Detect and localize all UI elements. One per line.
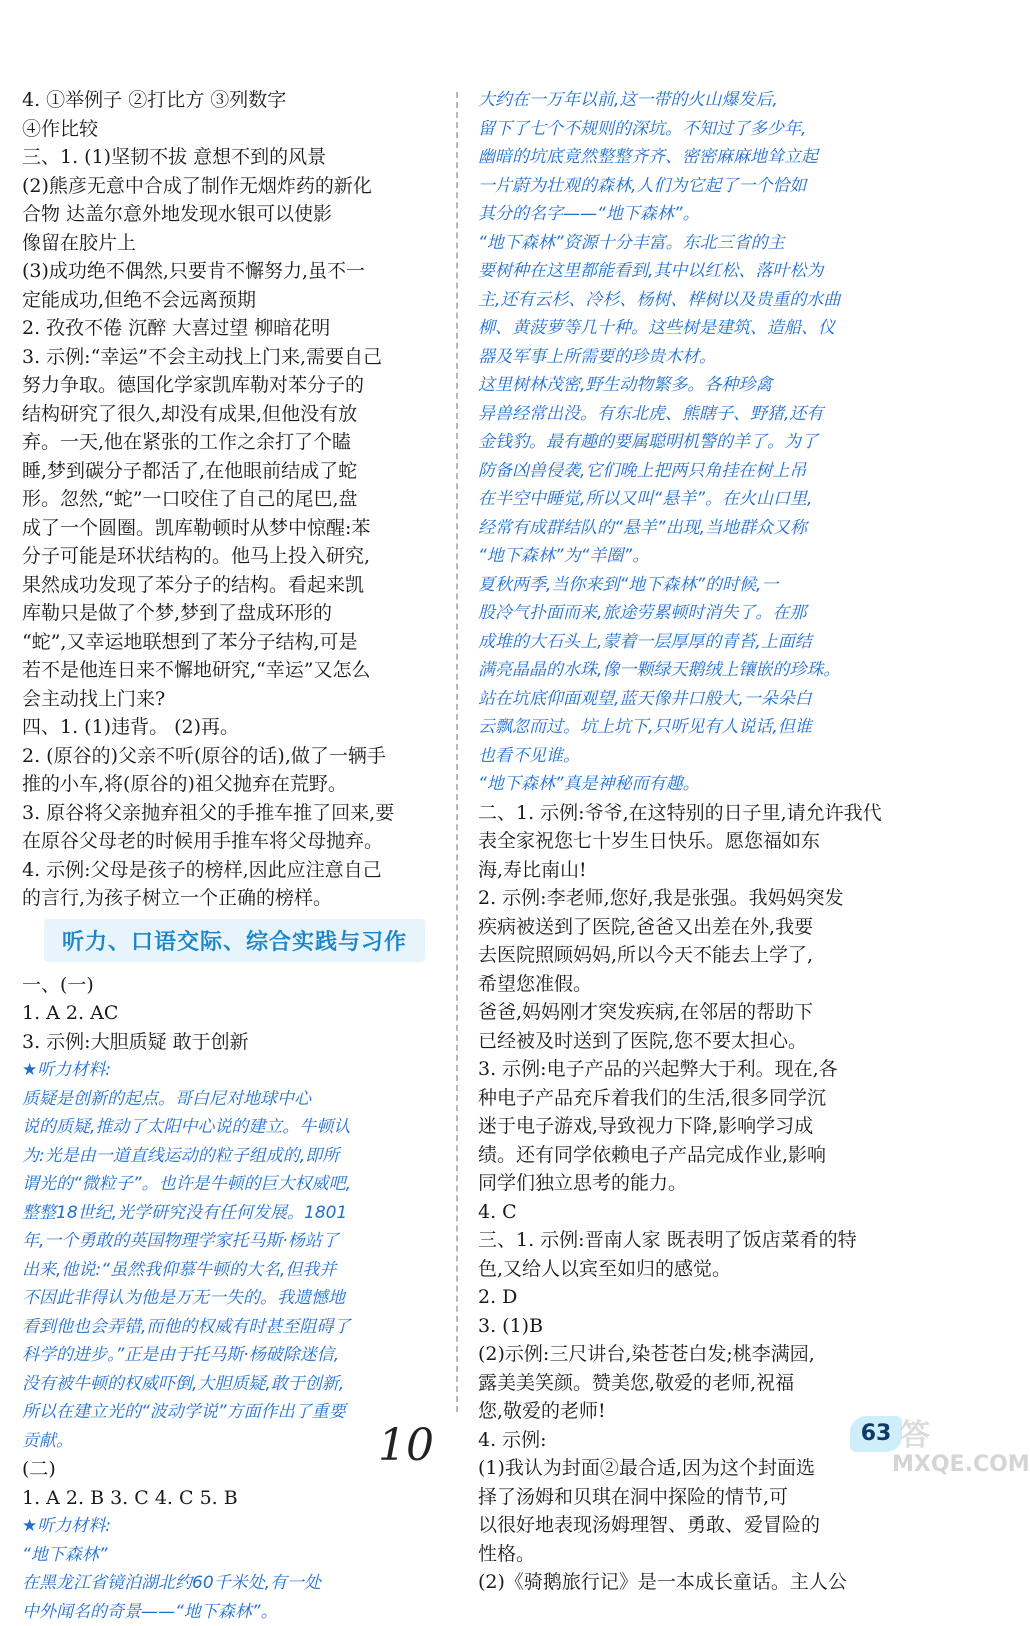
text-line: 满亮晶晶的水珠,像一颗绿天鹅绒上镶嵌的珍珠。 — [478, 656, 978, 685]
text-line: 四、1. (1)违背。 (2)再。 — [22, 713, 447, 742]
text-line: 站在坑底仰面观望,蓝天像井口般大,一朵朵白 — [478, 685, 978, 714]
text-line: 果然成功发现了苯分子的结构。看起来凯 — [22, 571, 447, 600]
text-line: 弃。一天,他在紧张的工作之余打了个瞌 — [22, 428, 447, 457]
text-line: 科学的进步。”正是由于托马斯·杨破除迷信, — [22, 1341, 447, 1370]
text-line: 不因此非得认为他是万无一失的。我遗憾地 — [22, 1284, 447, 1313]
text-line: “地下森林” — [22, 1541, 447, 1570]
text-line: 推的小车,将(原谷的)祖父抛弃在荒野。 — [22, 770, 447, 799]
text-line: 希望您准假。 — [478, 970, 978, 999]
text-line: 已经被及时送到了医院,您不要太担心。 — [478, 1027, 978, 1056]
text-line: “蛇”,又幸运地联想到了苯分子结构,可是 — [22, 628, 447, 657]
text-line: 年,一个勇敢的英国物理学家托马斯·杨站了 — [22, 1227, 447, 1256]
text-line: 2. 孜孜不倦 沉醉 大喜过望 柳暗花明 — [22, 314, 447, 343]
text-line: 迷于电子游戏,导致视力下降,影响学习成 — [478, 1112, 978, 1141]
text-line: 金钱豹。最有趣的要属聪明机警的羊了。为了 — [478, 428, 978, 457]
text-line: 1. A 2. B 3. C 4. C 5. B — [22, 1484, 447, 1513]
text-line: 没有被牛顿的权威吓倒,大胆质疑,敢于创新, — [22, 1370, 447, 1399]
handwritten-page-note: 10 — [378, 1420, 434, 1471]
text-line: 3. 示例:“幸运”不会主动找上门来,需要自己 — [22, 343, 447, 372]
text-line: 4. ①举例子 ②打比方 ③列数字 — [22, 86, 447, 115]
text-line: 4. 示例:父母是孩子的榜样,因此应注意自己 — [22, 856, 447, 885]
text-line: 2. D — [478, 1283, 978, 1312]
text-line: 爸爸,妈妈刚才突发疾病,在邻居的帮助下 — [478, 998, 978, 1027]
text-line: 色,又给人以宾至如归的感觉。 — [478, 1255, 978, 1284]
text-line: 其分的名字——“地下森林”。 — [478, 200, 978, 229]
text-line: 的言行,为孩子树立一个正确的榜样。 — [22, 884, 447, 913]
text-line: 这里树林茂密,野生动物繁多。各种珍禽 — [478, 371, 978, 400]
text-line: 云飘忽而过。坑上坑下,只听见有人说话,但谁 — [478, 713, 978, 742]
watermark-logo — [900, 1408, 996, 1484]
text-line: 柳、黄菠萝等几十种。这些树是建筑、造船、仪 — [478, 314, 978, 343]
text-line: 也看不见谁。 — [478, 742, 978, 771]
text-line: (2)熊彦无意中合成了制作无烟炸药的新化 — [22, 172, 447, 201]
text-line: 成堆的大石头上,蒙着一层厚厚的青苔,上面结 — [478, 628, 978, 657]
text-line: ★听力材料: — [22, 1056, 447, 1085]
text-line: 库勒只是做了个梦,梦到了盘成环形的 — [22, 599, 447, 628]
text-line: 三、1. 示例:晋南人家 既表明了饭店菜肴的特 — [478, 1226, 978, 1255]
text-line: 4. C — [478, 1198, 978, 1227]
section-title — [22, 919, 447, 963]
text-line: 防备凶兽侵袭,它们晚上把两只角挂在树上吊 — [478, 457, 978, 486]
text-line: 异兽经常出没。有东北虎、熊瞎子、野猪,还有 — [478, 400, 978, 429]
text-line: 留下了七个不规则的深坑。不知过了多少年, — [478, 115, 978, 144]
column-divider — [456, 92, 458, 1412]
text-line: 出来,他说:“虽然我仰慕牛顿的大名,但我并 — [22, 1256, 447, 1285]
text-line: ④作比较 — [22, 115, 447, 144]
text-line: 贡献。 — [22, 1427, 447, 1456]
text-line: 大约在一万年以前,这一带的火山爆发后, — [478, 86, 978, 115]
text-line: 在黑龙江省镜泊湖北约60千米处,有一处 — [22, 1569, 447, 1598]
text-line: 种电子产品充斥着我们的生活,很多同学沉 — [478, 1084, 978, 1113]
text-line: “地下森林”为“羊圈”。 — [478, 542, 978, 571]
page-number: 63 — [850, 1416, 902, 1452]
text-line: 表全家祝您七十岁生日快乐。愿您福如东 — [478, 827, 978, 856]
text-line: 一、(一) — [22, 971, 447, 1000]
text-line: (2)示例:三尺讲台,染苍苍白发;桃李满园, — [478, 1340, 978, 1369]
text-line: 分子可能是环状结构的。他马上投入研究, — [22, 542, 447, 571]
text-line: 3. 示例:大胆质疑 敢于创新 — [22, 1028, 447, 1057]
text-line: 以很好地表现汤姆理智、勇敢、爱冒险的 — [478, 1511, 978, 1540]
text-line: 看到他也会弄错,而他的权威有时甚至阻碍了 — [22, 1313, 447, 1342]
text-line: 3. 原谷将父亲抛弃祖父的手推车推了回来,要 — [22, 799, 447, 828]
text-line: 3. (1)B — [478, 1312, 978, 1341]
watermark-text: MXQE.COM — [892, 1452, 1030, 1477]
text-line: 幽暗的坑底竟然整整齐齐、密密麻麻地耸立起 — [478, 143, 978, 172]
text-line: 2. (原谷的)父亲不听(原谷的话),做了一辆手 — [22, 742, 447, 771]
text-line: 器及军事上所需要的珍贵木材。 — [478, 343, 978, 372]
text-line: 择了汤姆和贝琪在洞中探险的情节,可 — [478, 1483, 978, 1512]
text-line: (2)《骑鹅旅行记》是一本成长童话。主人公 — [478, 1568, 978, 1597]
text-line: 定能成功,但绝不会远离预期 — [22, 286, 447, 315]
text-line: 海,寿比南山! — [478, 856, 978, 885]
text-line: 股冷气扑面而来,旅途劳累顿时消失了。在那 — [478, 599, 978, 628]
right-column — [478, 86, 978, 1597]
text-line: 疾病被送到了医院,爸爸又出差在外,我要 — [478, 913, 978, 942]
text-line: 努力争取。德国化学家凯库勒对苯分子的 — [22, 371, 447, 400]
text-line: 合物 达盖尔意外地发现水银可以使影 — [22, 200, 447, 229]
text-line: 整整18世纪,光学研究没有任何发展。1801 — [22, 1199, 447, 1228]
text-line: 一片蔚为壮观的森林,人们为它起了一个恰如 — [478, 172, 978, 201]
text-line: 经常有成群结队的“悬羊”出现,当地群众又称 — [478, 514, 978, 543]
text-line: 睡,梦到碳分子都活了,在他眼前结成了蛇 — [22, 457, 447, 486]
text-line: 会主动找上门来? — [22, 685, 447, 714]
text-line: 露美美笑颜。赞美您,敬爱的老师,祝福 — [478, 1369, 978, 1398]
text-line: 在半空中睡觉,所以又叫“悬羊”。在火山口里, — [478, 485, 978, 514]
text-line: 像留在胶片上 — [22, 229, 447, 258]
text-line: 去医院照顾妈妈,所以今天不能去上学了, — [478, 941, 978, 970]
text-line: 谓光的“微粒子”。也许是牛顿的巨大权威吧, — [22, 1170, 447, 1199]
text-line: 说的质疑,推动了太阳中心说的建立。牛顿认 — [22, 1113, 447, 1142]
text-line: 结构研究了很久,却没有成果,但他没有放 — [22, 400, 447, 429]
text-line: 4. 示例: — [478, 1426, 978, 1455]
text-line: 1. A 2. AC — [22, 999, 447, 1028]
left-column — [22, 86, 447, 1626]
text-line: 在原谷父母老的时候用手推车将父母抛弃。 — [22, 827, 447, 856]
text-line: 性格。 — [478, 1540, 978, 1569]
text-line: 绩。还有同学依赖电子产品完成作业,影响 — [478, 1141, 978, 1170]
text-line: 若不是他连日来不懈地研究,“幸运”又怎么 — [22, 656, 447, 685]
text-line: (3)成功绝不偶然,只要肯不懈努力,虽不一 — [22, 257, 447, 286]
text-line: 所以在建立光的“波动学说”方面作出了重要 — [22, 1398, 447, 1427]
text-line: 质疑是创新的起点。哥白尼对地球中心 — [22, 1085, 447, 1114]
watermark-icon: 答 — [900, 1410, 930, 1454]
text-line: “地下森林”资源十分丰富。东北三省的主 — [478, 229, 978, 258]
text-line: 您,敬爱的老师! — [478, 1397, 978, 1426]
text-line: (1)我认为封面②最合适,因为这个封面选 — [478, 1454, 978, 1483]
text-line: 二、1. 示例:爷爷,在这特别的日子里,请允许我代 — [478, 799, 978, 828]
text-line: (二) — [22, 1455, 447, 1484]
text-line: 三、1. (1)坚韧不拔 意想不到的风景 — [22, 143, 447, 172]
text-line: 成了一个圆圈。凯库勒顿时从梦中惊醒:苯 — [22, 514, 447, 543]
text-line: 3. 示例:电子产品的兴起弊大于利。现在,各 — [478, 1055, 978, 1084]
text-line: “地下森林”真是神秘而有趣。 — [478, 770, 978, 799]
text-line: 主,还有云杉、冷杉、杨树、桦树以及贵重的水曲 — [478, 286, 978, 315]
text-line: 要树种在这里都能看到,其中以红松、落叶松为 — [478, 257, 978, 286]
text-line: 2. 示例:李老师,您好,我是张强。我妈妈突发 — [478, 884, 978, 913]
text-line: ★听力材料: — [22, 1512, 447, 1541]
section-title-text: 听力、口语交际、综合实践与习作 — [44, 919, 425, 962]
text-line: 夏秋两季,当你来到“地下森林”的时候,一 — [478, 571, 978, 600]
text-line: 形。忽然,“蛇”一口咬住了自己的尾巴,盘 — [22, 485, 447, 514]
text-line: 为:光是由一道直线运动的粒子组成的,即所 — [22, 1142, 447, 1171]
text-line: 同学们独立思考的能力。 — [478, 1169, 978, 1198]
text-line: 中外闻名的奇景——“地下森林”。 — [22, 1598, 447, 1626]
